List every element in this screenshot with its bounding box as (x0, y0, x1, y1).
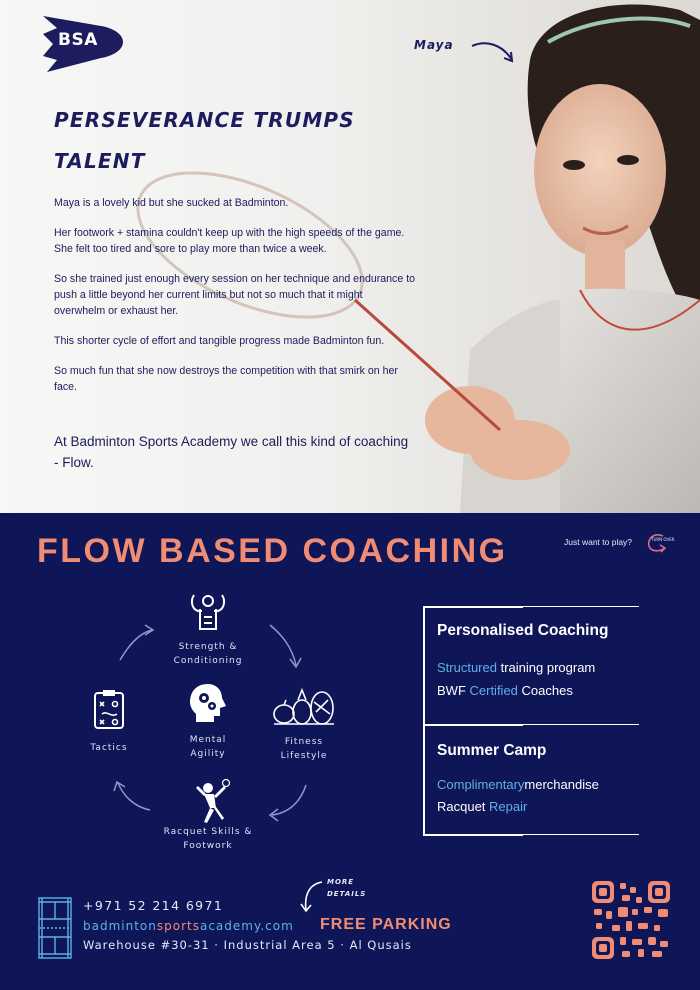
node-mental-label (172, 733, 244, 761)
line-text: Coaches (517, 683, 573, 698)
free-parking-label: FREE PARKING (320, 916, 452, 933)
website-link[interactable] (83, 919, 294, 933)
highlight-text: Complimentary (437, 777, 525, 792)
card-bottom-bar (425, 834, 523, 836)
card-bottom-line (523, 834, 639, 835)
node-label-line: Mental (189, 735, 227, 745)
node-strength-label (158, 640, 258, 668)
qr-code-icon[interactable] (592, 881, 670, 959)
highlight-text: Repair (489, 799, 528, 814)
card-line (437, 777, 599, 792)
headline-line: PERSEVERANCE TRUMPS (54, 108, 355, 132)
node-label-line: Strength & (178, 642, 238, 652)
node-fitness-label (254, 735, 354, 763)
turn-over-label: TURN OVER (651, 537, 675, 542)
photo-caption: Maya (414, 38, 454, 52)
story-text (54, 195, 416, 409)
curved-arrow-icon (298, 880, 326, 914)
headline (54, 100, 384, 182)
card-title: Summer Camp (437, 742, 547, 759)
card-line (437, 799, 527, 814)
arrow-icon (470, 38, 516, 66)
badminton-court-icon (38, 897, 72, 959)
card-line (437, 683, 573, 698)
section-title: FLOW BASED COACHING (37, 532, 508, 570)
node-label-line: Fitness (284, 737, 324, 747)
story-paragraph: This shorter cycle of effort and tangible progress made Badminton fun. (54, 335, 385, 347)
line-text: Racquet (437, 799, 490, 814)
story-paragraph: So much fun that she now destroys the competition with that smirk on her face. (54, 365, 398, 393)
highlight-text: Certified (469, 683, 518, 698)
node-label-line: Lifestyle (280, 751, 328, 761)
line-text: training program (496, 660, 596, 675)
node-label-line: Tactics (90, 743, 128, 753)
line-text: BWF (437, 683, 470, 698)
node-tactics-label (79, 741, 139, 755)
card-top-bar (425, 606, 523, 608)
strongman-icon (186, 593, 230, 633)
story-paragraph: So she trained just enough every session on her technique and endurance to push a little beyond her current limits but not so much that it might overwhelm or exhaust her. (54, 273, 416, 317)
more-details-line: MORE (327, 878, 355, 886)
personalised-coaching-card (423, 606, 637, 726)
website-part: academy.com (199, 919, 294, 933)
badminton-player-icon (192, 778, 232, 824)
story-paragraph: Her footwork + stamina couldn't keep up with the high speeds of the game. She felt too tired and sore to play more than twice a week. (54, 227, 405, 255)
just-want-to-play-link[interactable]: Just want to play? (564, 537, 633, 547)
more-details-line: DETAILS (327, 890, 367, 898)
node-label-line: Agility (190, 749, 226, 759)
node-label-line: Conditioning (173, 656, 243, 666)
node-label-line: Footwork (183, 841, 233, 851)
highlight-text: Structured (437, 660, 497, 675)
line-text: merchandise (524, 777, 599, 792)
turn-over-icon[interactable] (645, 532, 669, 554)
more-details-note (327, 876, 366, 900)
clipboard-tactics-icon (93, 688, 125, 730)
fruits-vegetables-icon (270, 682, 338, 728)
phone-number[interactable]: +971 52 214 6971 (83, 898, 224, 913)
headline-line: TALENT (54, 149, 146, 173)
node-label-line: Racquet Skills & (163, 827, 253, 837)
card-top-line (523, 606, 639, 607)
card-title: Personalised Coaching (437, 622, 609, 639)
website-part: badminton (83, 919, 157, 933)
website-part: sports (156, 919, 200, 933)
closing-statement: At Badminton Sports Academy we call this kind of coaching - Flow. (54, 434, 409, 470)
address: Warehouse #30-31 · Industrial Area 5 · Al Qusais (83, 938, 412, 952)
card-line (437, 660, 595, 675)
logo-text: BSA (58, 30, 98, 50)
node-racquet-label (150, 825, 266, 853)
card-bottom-line (523, 724, 639, 725)
story-paragraph: Maya is a lovely kid but she sucked at Badminton. (54, 197, 289, 209)
summer-camp-card (423, 726, 637, 836)
head-gears-icon (188, 682, 228, 724)
